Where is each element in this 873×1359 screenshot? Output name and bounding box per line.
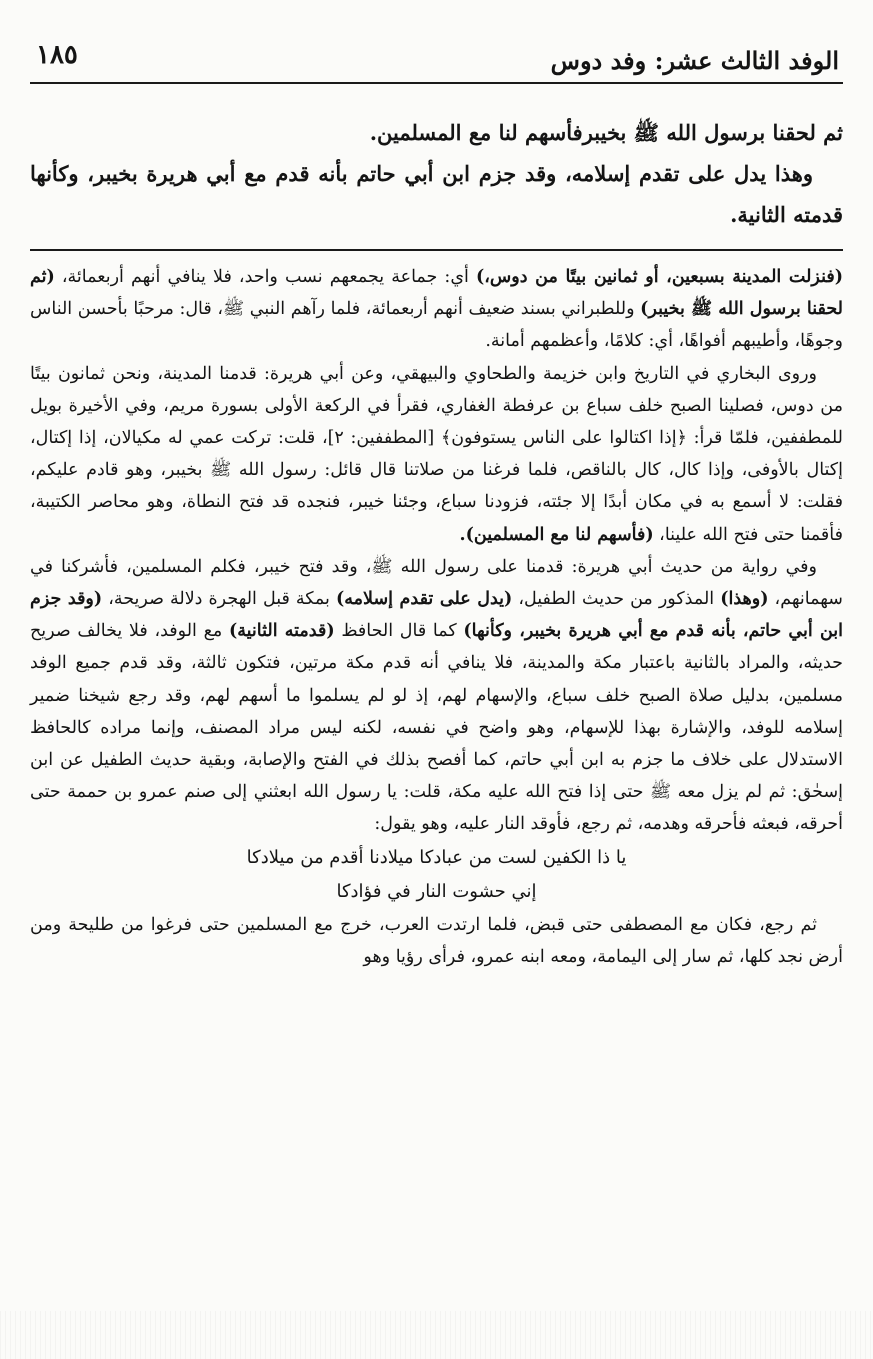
- quoted-text: (يدل على تقدم إسلامه): [335, 589, 513, 610]
- commentary-paragraph: [30, 358, 843, 551]
- poem-line: يا ذا الكفين لست من عبادكا ميلادنا أقدم من ميلادكا: [246, 846, 627, 868]
- commentary-text: المذكور من حديث الطفيل،: [512, 589, 721, 610]
- main-text-paragraph: وهذا يدل على تقدم إسلامه، وقد جزم ابن أبي حاتم بأنه قدم مع أبي هريرة بخيبر، وكأنها قدمته الثانية.: [30, 161, 843, 227]
- quoted-text: (قدمته الثانية): [228, 621, 335, 642]
- commentary-paragraph: ثم رجع، فكان مع المصطفى حتى قبض، فلما ارتدت العرب، خرج مع المسلمين حتى فرغوا من طليحة ومن أرض نجد كلها، ثم سار إلى اليمامة، ومعه ابنه عمرو، فرأى رؤيا وهو: [30, 914, 843, 967]
- main-text-paragraph: ثم لحقنا برسول الله ﷺ بخيبرفأسهم لنا مع المسلمين.: [369, 120, 843, 145]
- book-page: [30, 40, 843, 973]
- quoted-text: (ثم لحقنا برسول الله ﷺ بخيبر): [30, 267, 843, 320]
- commentary-text: كما قال الحافظ: [334, 621, 464, 642]
- main-text: [30, 112, 843, 235]
- commentary-text: وروى البخاري في التاريخ وابن خزيمة والطحاوي والبيهقي، وعن أبي هريرة: قدمنا المدينة، ونحن ثمانون بيتًا من دوس، فصلينا الصبح خلف سباع بن عرفطة الغفاري، فقرأ في الركعة الأولى بسورة مريم، وفي الأخيرة بويل للمطففين، فلمّا قرأ: ﴿إذا اكتالوا على الناس يستوفون﴾ [المطففين: ٢]، قلت: تركت عمي له مكيالان، إذا إكتال، إكتال بالأوفى، وإذا كال، كال بالناقص، فلما فرغنا من صلاتنا قال قائل: رسول الله ﷺ بخيبر، وهو قادم عليكم، فقلت: لا أسمع به في مكان أبدًا إلا جئته، فزودنا سباع، وجئنا خيبر، فنجده قد فتح النطاة، وهو محاصر الكتيبة، فأقمنا حتى فتح الله علينا،: [30, 363, 843, 545]
- page-number: ١٨٥: [36, 40, 78, 70]
- poem-line: إني حشوت النار في فؤادكا: [336, 880, 537, 902]
- commentary-text: أي: جماعة يجمعهم نسب واحد، فلا ينافي أنهم أربعمائة،: [54, 267, 476, 287]
- commentary-text: وفي رواية من حديث أبي هريرة: قدمنا على رسول الله ﷺ، وقد فتح خيبر، فكلم المسلمين، فأشركنا في سهمانهم،: [30, 556, 843, 610]
- running-title: الوفد الثالث عشر: وفد دوس: [550, 46, 839, 75]
- quoted-text: (فأسهم لنا مع المسلمين).: [459, 524, 654, 545]
- commentary: [30, 261, 843, 973]
- commentary-paragraph: [30, 261, 843, 358]
- scan-artifact: [0, 1311, 873, 1359]
- poem: [30, 841, 843, 909]
- section-divider: [30, 249, 843, 251]
- commentary-paragraph: [30, 551, 843, 841]
- commentary-text: وللطبراني بسند ضعيف أنهم أربعمائة، فلما رآهم النبي ﷺ، قال: مرحبًا بأحسن الناس وجوهًا، وأطيبهم أفواهًا، أي: كلامًا، وأعظمهم أمانة.: [30, 299, 843, 352]
- quoted-text: (فنزلت المدينة بسبعين، أو ثمانين بيتًا من دوس،): [475, 267, 843, 287]
- quoted-text: (وهذا): [720, 589, 769, 610]
- commentary-text: مع الوفد، فلا يخالف صريح حديثه، والمراد بالثانية باعتبار مكة والمدينة، فلا ينافي أنه قدم مكة مرتين، فتكون ثالثة، وقد قدم جميع الوفد مسلمين، بدليل صلاة الصبح خلف سباع، والإسهام لهم، إذ لو لم يسلموا ما أسهم لهم، وقد رجع شيخنا ضمير إسلامه للوفد، والإشارة بهذا للإسهام، وهو واضح في نفسه، لكنه ليس مراد المصنف، وإنما مراده كالحافظ الاستدلال على خلاف ما جزم به ابن أبي حاتم، كما أفصح بذلك في الفتح والإصابة، وبقية حديث الطفيل عن ابن إسحٰق: ثم لم يزل معه ﷺ حتى إذا فتح الله عليه مكة، قلت: يا رسول الله ابعثني إلى صنم عمرو بن حممة حتى أحرقه، فبعثه فأحرقه وهدمه، ثم رجع، فأوقد النار عليه، وهو يقول:: [30, 621, 843, 835]
- page-header: [30, 40, 843, 84]
- quoted-text: (وقد جزم ابن أبي حاتم، بأنه قدم مع أبي هريرة بخيبر، وكأنها): [30, 589, 843, 642]
- commentary-text: بمكة قبل الهجرة دلالة صريحة،: [102, 589, 336, 610]
